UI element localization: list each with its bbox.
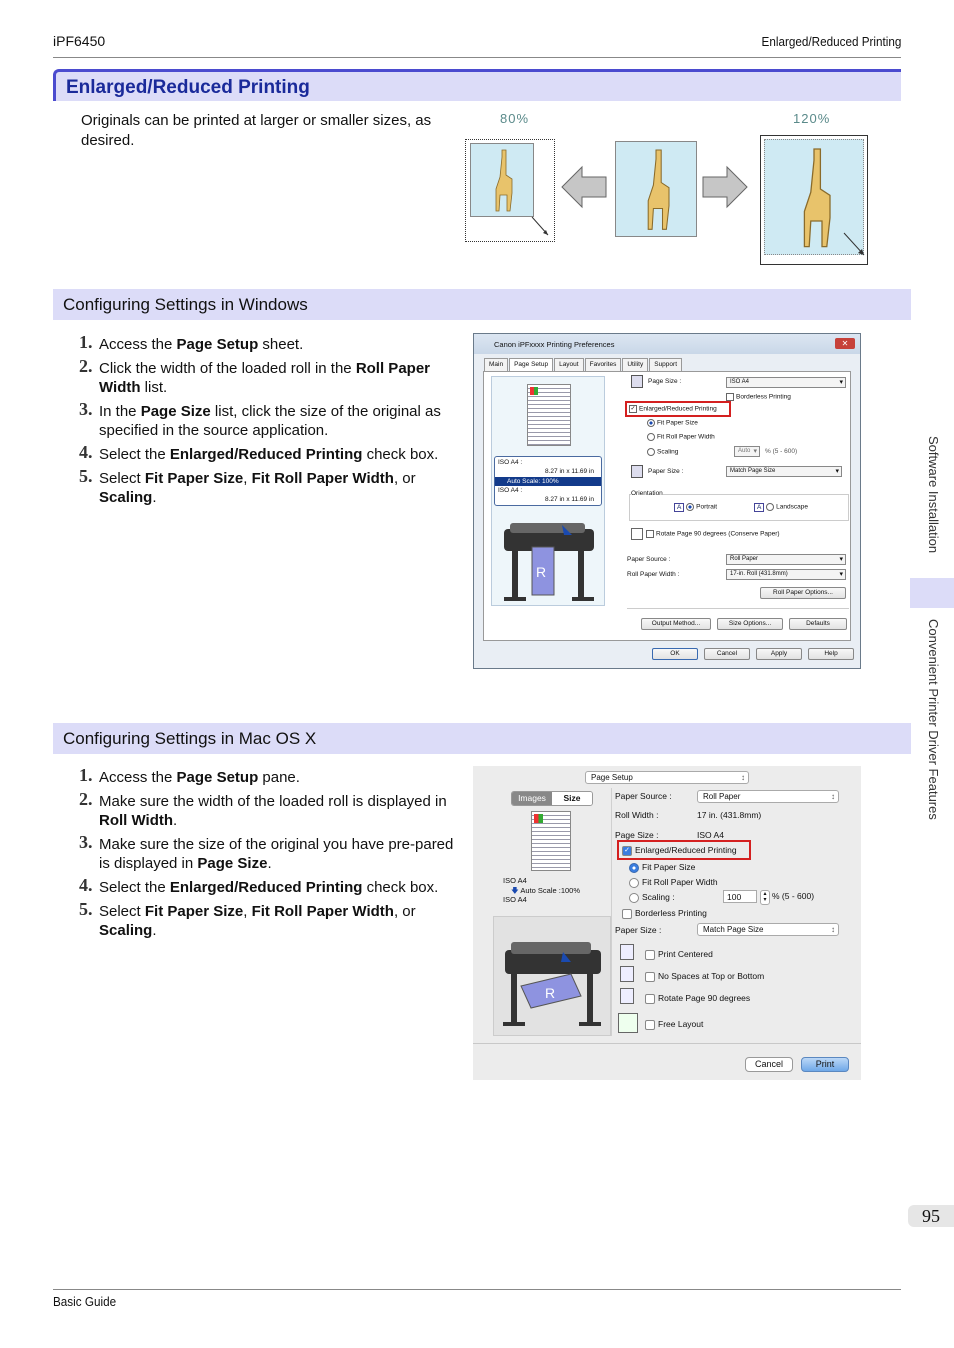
side-tab-software-installation[interactable]: Software Installation (926, 436, 941, 554)
page-size-select[interactable]: ISO A4 ▾ (726, 377, 846, 388)
preview-scale: 🡇 Auto Scale :100% (511, 886, 581, 895)
paper-size-label: Paper Size : (648, 468, 684, 475)
print-centered-icon (620, 944, 634, 960)
scaling-range: % (5 - 600) (765, 448, 798, 455)
rotate-icon (620, 988, 634, 1004)
preview-info-box: ISO A4 : 8.27 in x 11.69 in Auto Scale: 100% ISO A4 : 8.27 in x 11.69 in (494, 456, 602, 506)
svg-text:R: R (536, 564, 547, 580)
paper-size-select[interactable]: Match Page Size ▾ (726, 466, 842, 477)
fit-roll-width-radio[interactable]: Fit Roll Paper Width (647, 433, 715, 441)
enlarged-highlight (617, 840, 751, 860)
paper-source-select[interactable]: Roll Paper ↕ (697, 790, 839, 803)
enlarged-reduced-checkbox[interactable]: ✓ Enlarged/Reduced Printing (630, 405, 717, 413)
side-tab-convenient-features[interactable]: Convenient Printer Driver Features (926, 619, 941, 820)
arrow-shrink-icon (530, 215, 552, 239)
mac-page-setup-dialog (473, 766, 861, 1080)
running-title: Enlarged/Reduced Printing (761, 34, 901, 49)
ok-button[interactable]: OK (652, 648, 698, 660)
page-number: 95 (908, 1205, 954, 1227)
output-method-button[interactable]: Output Method... (641, 618, 711, 630)
mac-step-3: 3. Make sure the size of the original you have pre-pared is displayed in Page Size. (79, 832, 454, 872)
scaling-radio[interactable]: Scaling : (629, 892, 675, 903)
mac-heading-bar (53, 723, 911, 754)
rotate-page-checkbox[interactable]: Rotate Page 90 degrees (Conserve Paper) (631, 528, 780, 540)
mac-heading: Configuring Settings in Mac OS X (63, 729, 317, 748)
printer-illustration (502, 517, 597, 607)
windows-step-1: 1. Access the Page Setup sheet. (79, 332, 304, 353)
paper-size-label: Paper Size : (615, 925, 662, 935)
roll-width-value: 17 in. (431.8mm) (697, 810, 762, 820)
landscape-radio[interactable]: A Landscape (754, 503, 808, 511)
mac-column-divider (611, 788, 612, 1036)
page-title: Enlarged/Reduced Printing (66, 77, 310, 98)
tab-main[interactable]: Main (484, 358, 508, 372)
segmented-control (511, 791, 593, 806)
side-tab-active-marker (910, 578, 954, 608)
apply-button[interactable]: Apply (756, 648, 802, 660)
rotate-page-checkbox[interactable]: Rotate Page 90 degrees (645, 993, 750, 1004)
mac-bottom-divider (473, 1043, 861, 1044)
windows-step-3: 3. In the Page Size list, click the size of the original as specified in the source application. (79, 399, 441, 439)
cancel-button[interactable]: Cancel (745, 1057, 793, 1072)
windows-heading: Configuring Settings in Windows (63, 295, 308, 314)
scaling-illustration (462, 105, 872, 270)
page-thumb-colors (534, 814, 543, 823)
no-spaces-icon (620, 966, 634, 982)
scaling-radio[interactable]: Scaling (647, 448, 678, 456)
defaults-button[interactable]: Defaults (789, 618, 847, 630)
scaling-input[interactable]: 100 (723, 890, 757, 903)
windows-steps (53, 332, 468, 512)
product-name: iPF6450 (53, 33, 106, 49)
mac-step-5: 5. Select Fit Paper Size, Fit Roll Paper Width, or Scaling. (79, 899, 416, 939)
tab-utility[interactable]: Utility (622, 358, 648, 372)
roll-width-label: Roll Paper Width : (627, 571, 680, 578)
scaling-range: % (5 - 600) (772, 891, 815, 901)
print-centered-checkbox[interactable]: Print Centered (645, 949, 713, 960)
size-options-button[interactable]: Size Options... (717, 618, 783, 630)
borderless-checkbox[interactable]: Borderless Printing (622, 908, 707, 919)
header-rule (53, 57, 901, 58)
arrow-enlarge-icon (842, 231, 868, 259)
panel-divider (627, 608, 849, 609)
mac-step-1: 1. Access the Page Setup pane. (79, 765, 300, 786)
tab-favorites[interactable]: Favorites (585, 358, 622, 372)
mac-step-2: 2. Make sure the width of the loaded roll is displayed in Roll Width. (79, 789, 447, 829)
rotate-icon (631, 528, 643, 540)
roll-paper-options-button[interactable]: Roll Paper Options... (760, 587, 846, 599)
fit-paper-size-radio[interactable]: Fit Paper Size (629, 862, 695, 873)
page-size-label: Page Size : (648, 378, 682, 385)
footer-text: Basic Guide (53, 1294, 117, 1309)
paper-source-select[interactable]: Roll Paper ▾ (726, 554, 846, 565)
orientation-group (629, 494, 849, 521)
roll-width-label: Roll Width : (615, 810, 659, 820)
roll-width-select[interactable]: 17-in. Roll (431.8mm) ▾ (726, 569, 846, 580)
scaling-stepper[interactable]: ▴ ▾ (760, 890, 770, 905)
paper-size-icon (631, 465, 643, 478)
tab-layout[interactable]: Layout (554, 358, 584, 372)
arrow-left-icon (560, 163, 608, 211)
windows-step-4: 4. Select the Enlarged/Reduced Printing check box. (79, 442, 439, 463)
preview-bottom-size: ISO A4 (503, 895, 527, 904)
close-icon[interactable]: ✕ (835, 338, 855, 349)
windows-step-2: 2. Click the width of the loaded roll in the Roll Paper Width list. (79, 356, 430, 396)
arrow-right-icon (701, 163, 749, 211)
print-button[interactable]: Print (801, 1057, 849, 1072)
intro-text: Originals can be printed at larger or smaller sizes, as desired. (81, 112, 432, 149)
page-size-value: ISO A4 (697, 830, 724, 840)
windows-heading-bar (53, 289, 911, 320)
page-thumb-colors (530, 387, 538, 395)
windows-step-5: 5. Select Fit Paper Size, Fit Roll Paper Width, or Scaling. (79, 466, 416, 506)
preview-top-size: ISO A4 (503, 876, 527, 885)
dialog-title: Canon iPFxxxx Printing Preferences (494, 340, 615, 349)
giraffe-small-icon (472, 145, 532, 215)
cancel-button[interactable]: Cancel (704, 648, 750, 660)
mac-steps (53, 765, 468, 945)
free-layout-checkbox[interactable]: Free Layout (645, 1019, 703, 1030)
segment-images[interactable]: Images (512, 792, 552, 805)
free-layout-icon (618, 1013, 638, 1033)
dialog-tabs (484, 358, 683, 372)
page-size-icon (631, 375, 643, 388)
page-setup-panel (483, 371, 851, 641)
section-title-bar (53, 69, 901, 101)
no-spaces-checkbox[interactable]: No Spaces at Top or Bottom (645, 971, 764, 982)
paper-source-label: Paper Source : (615, 791, 672, 801)
segment-size[interactable]: Size (552, 792, 592, 805)
help-button[interactable]: Help (808, 648, 854, 660)
borderless-checkbox[interactable]: Borderless Printing (726, 393, 791, 401)
pane-select[interactable]: Page Setup ↕ (585, 771, 749, 784)
svg-text:R: R (545, 985, 556, 1001)
fit-paper-size-radio[interactable]: Fit Paper Size (647, 419, 698, 427)
orientation-label: Orientation (631, 490, 663, 497)
paper-size-select[interactable]: Match Page Size ↕ (697, 923, 839, 936)
tab-support[interactable]: Support (649, 358, 682, 372)
portrait-radio[interactable]: A Portrait (674, 503, 717, 511)
page-size-label: Page Size : (615, 830, 659, 840)
enlarged-reduced-checkbox[interactable]: ✓ Enlarged/Reduced Printing (622, 845, 737, 856)
paper-source-label: Paper Source : (627, 556, 671, 563)
scaling-value[interactable]: Auto ▾ (734, 446, 760, 457)
fit-roll-width-radio[interactable]: Fit Roll Paper Width (629, 877, 718, 888)
footer-rule (53, 1289, 901, 1290)
tab-page-setup[interactable]: Page Setup (509, 358, 553, 372)
label-120: 120% (793, 111, 831, 126)
giraffe-original-icon (617, 143, 695, 235)
printer-illustration (501, 934, 605, 1028)
dialog-titlebar (474, 334, 860, 354)
windows-printing-preferences-dialog (473, 333, 861, 669)
mac-step-4: 4. Select the Enlarged/Reduced Printing check box. (79, 875, 439, 896)
enlarged-highlight (625, 401, 731, 417)
label-80: 80% (500, 111, 530, 126)
